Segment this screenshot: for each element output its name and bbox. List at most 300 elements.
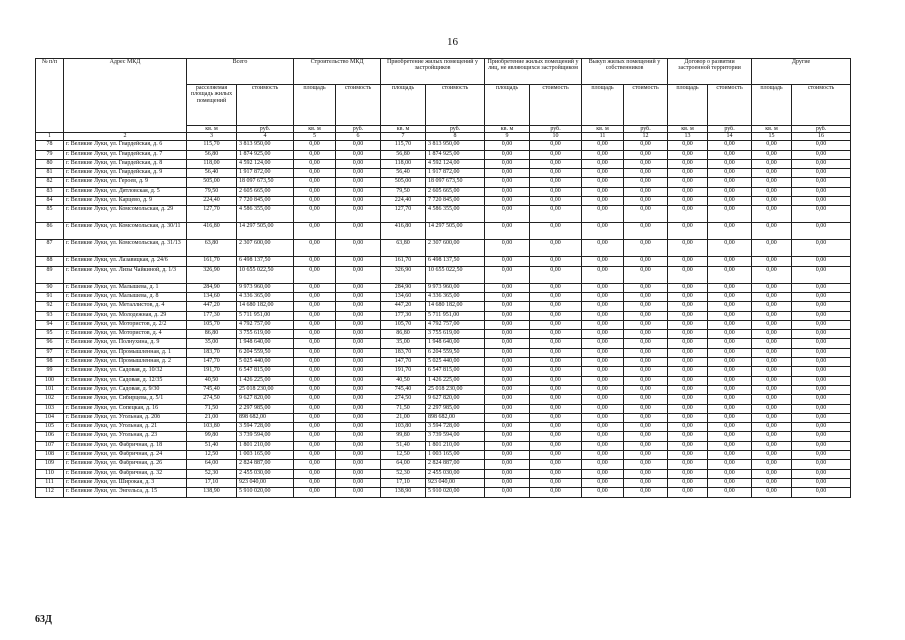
- address-cell: г. Великие Луки, ул. Малышева, д. 8: [64, 292, 187, 301]
- area-cell: 0,00: [294, 413, 336, 422]
- row-number-cell: 95: [36, 330, 64, 339]
- unit-cost: руб.: [792, 126, 851, 133]
- area-cell: 0,00: [752, 330, 792, 339]
- area-cell: 51,40: [187, 441, 237, 450]
- area-cell: 0,00: [752, 423, 792, 432]
- cost-cell: 0,00: [708, 385, 752, 394]
- cost-cell: 1 801 210,00: [237, 441, 294, 450]
- address-cell: г. Великие Луки, ул. Металлистов, д. 4: [64, 302, 187, 311]
- cost-cell: 0,00: [792, 257, 851, 266]
- cost-cell: 3 813 950,00: [426, 141, 485, 150]
- col-number: 2: [64, 133, 187, 141]
- cost-cell: 0,00: [530, 240, 582, 257]
- cost-cell: 1 003 165,00: [237, 451, 294, 460]
- area-cell: 274,50: [187, 395, 237, 404]
- address-cell: г. Великие Луки, ул. Угольная, д. 21: [64, 423, 187, 432]
- col-number: 14: [708, 133, 752, 141]
- area-cell: 0,00: [485, 320, 530, 329]
- subheader-cost: стоимость: [237, 85, 294, 126]
- area-cell: 0,00: [485, 478, 530, 487]
- area-cell: 0,00: [582, 478, 624, 487]
- area-cell: 177,30: [381, 311, 426, 320]
- area-cell: 40,50: [381, 376, 426, 385]
- cost-cell: 1 917 872,00: [237, 169, 294, 178]
- area-cell: 0,00: [668, 292, 708, 301]
- cost-cell: 0,00: [336, 302, 381, 311]
- area-cell: 0,00: [485, 141, 530, 150]
- cost-cell: 0,00: [530, 488, 582, 497]
- area-cell: 505,00: [381, 178, 426, 187]
- area-cell: 0,00: [485, 240, 530, 257]
- cost-cell: 4 592 124,00: [237, 159, 294, 168]
- area-cell: 138,90: [187, 488, 237, 497]
- cost-cell: 0,00: [708, 423, 752, 432]
- group-header-construction: Строительство МКД: [294, 59, 381, 85]
- cost-cell: 5 711 951,00: [237, 311, 294, 320]
- address-cell: г. Великие Луки, ул. Дятловская, д. 5: [64, 187, 187, 196]
- address-cell: г. Великие Луки, ул. Энгельса, д. 15: [64, 488, 187, 497]
- table-row: [36, 423, 851, 432]
- area-cell: 0,00: [752, 432, 792, 441]
- cost-cell: 0,00: [530, 206, 582, 223]
- row-number-cell: 101: [36, 385, 64, 394]
- area-cell: 0,00: [668, 169, 708, 178]
- cost-cell: 0,00: [792, 283, 851, 292]
- area-cell: 103,80: [187, 423, 237, 432]
- area-cell: 0,00: [582, 311, 624, 320]
- area-cell: 0,00: [294, 320, 336, 329]
- col-address-header: Адрес МКД: [64, 59, 187, 133]
- area-cell: 0,00: [294, 223, 336, 240]
- cost-cell: 0,00: [792, 404, 851, 413]
- cost-cell: 0,00: [530, 395, 582, 404]
- area-cell: 0,00: [582, 469, 624, 478]
- area-cell: 0,00: [752, 348, 792, 357]
- cost-cell: 0,00: [336, 257, 381, 266]
- cost-cell: 0,00: [708, 283, 752, 292]
- col-number: 12: [624, 133, 668, 141]
- cost-cell: 0,00: [708, 206, 752, 223]
- cost-cell: 0,00: [530, 169, 582, 178]
- cost-cell: 0,00: [530, 141, 582, 150]
- cost-cell: 0,00: [792, 311, 851, 320]
- cost-cell: 0,00: [336, 423, 381, 432]
- area-cell: 0,00: [668, 432, 708, 441]
- area-cell: 64,00: [187, 460, 237, 469]
- col-number: 5: [294, 133, 336, 141]
- cost-cell: 0,00: [530, 197, 582, 206]
- area-cell: 191,70: [381, 367, 426, 376]
- area-cell: 56,40: [187, 169, 237, 178]
- cost-cell: 0,00: [530, 358, 582, 367]
- area-cell: 0,00: [294, 159, 336, 168]
- cost-cell: 923 040,00: [426, 478, 485, 487]
- area-cell: 0,00: [668, 441, 708, 450]
- cost-cell: 0,00: [708, 395, 752, 404]
- area-cell: 177,30: [187, 311, 237, 320]
- cost-cell: 0,00: [624, 330, 668, 339]
- cost-cell: 0,00: [624, 404, 668, 413]
- cost-cell: 0,00: [708, 187, 752, 196]
- col-number: 1: [36, 133, 64, 141]
- address-cell: г. Великие Луки, ул. Мотористов, д. 2/2: [64, 320, 187, 329]
- area-cell: 0,00: [668, 348, 708, 357]
- cost-cell: 3 739 594,00: [426, 432, 485, 441]
- area-cell: 21,00: [187, 413, 237, 422]
- cost-cell: 0,00: [530, 330, 582, 339]
- group-header-other: Другие: [752, 59, 851, 85]
- cost-cell: 0,00: [336, 358, 381, 367]
- cost-cell: 3 739 594,00: [237, 432, 294, 441]
- cost-cell: 0,00: [530, 187, 582, 196]
- row-number-cell: 89: [36, 266, 64, 283]
- cost-cell: 0,00: [530, 451, 582, 460]
- column-number-row: [36, 133, 851, 141]
- cost-cell: 0,00: [336, 488, 381, 497]
- row-number-cell: 98: [36, 358, 64, 367]
- area-cell: 64,00: [381, 460, 426, 469]
- cost-cell: 25 018 230,00: [426, 385, 485, 394]
- cost-cell: 4 586 355,00: [237, 206, 294, 223]
- cost-cell: 14 297 505,00: [237, 223, 294, 240]
- area-cell: 52,30: [187, 469, 237, 478]
- cost-cell: 0,00: [708, 311, 752, 320]
- cost-cell: 4 792 757,00: [237, 320, 294, 329]
- cost-cell: 0,00: [708, 404, 752, 413]
- group-header-total: Всего: [187, 59, 294, 85]
- cost-cell: 3 594 728,00: [237, 423, 294, 432]
- row-number-cell: 93: [36, 311, 64, 320]
- cost-cell: 0,00: [792, 478, 851, 487]
- area-cell: 0,00: [294, 178, 336, 187]
- area-cell: 0,00: [294, 187, 336, 196]
- area-cell: 0,00: [485, 469, 530, 478]
- cost-cell: 0,00: [792, 240, 851, 257]
- cost-cell: 0,00: [708, 469, 752, 478]
- cost-cell: 3 813 950,00: [237, 141, 294, 150]
- table-row: [36, 441, 851, 450]
- cost-cell: 1 917 872,00: [426, 169, 485, 178]
- area-cell: 0,00: [668, 257, 708, 266]
- area-cell: 745,40: [381, 385, 426, 394]
- area-cell: 0,00: [485, 178, 530, 187]
- area-cell: 86,80: [187, 330, 237, 339]
- area-cell: 0,00: [752, 395, 792, 404]
- cost-cell: 0,00: [624, 223, 668, 240]
- cost-cell: 0,00: [336, 292, 381, 301]
- area-cell: 0,00: [294, 404, 336, 413]
- area-cell: 416,80: [187, 223, 237, 240]
- address-cell: г. Великие Луки, ул. Молодежная, д. 29: [64, 311, 187, 320]
- area-cell: 0,00: [752, 404, 792, 413]
- col-number: 8: [426, 133, 485, 141]
- area-cell: 0,00: [294, 240, 336, 257]
- cost-cell: 0,00: [792, 348, 851, 357]
- address-cell: г. Великие Луки, ул. Фабричная, д. 32: [64, 469, 187, 478]
- table-row: [36, 320, 851, 329]
- address-cell: г. Великие Луки, ул. Комсомольская, д. 30/11: [64, 223, 187, 240]
- area-cell: 0,00: [752, 257, 792, 266]
- table-row: [36, 257, 851, 266]
- unit-area: кв. м: [294, 126, 336, 133]
- cost-cell: 0,00: [530, 150, 582, 159]
- area-cell: 127,70: [381, 206, 426, 223]
- area-cell: 0,00: [752, 206, 792, 223]
- col-num-header: № п/п: [36, 59, 64, 133]
- area-cell: 0,00: [294, 206, 336, 223]
- area-cell: 12,50: [187, 451, 237, 460]
- table-row: [36, 451, 851, 460]
- area-cell: 161,70: [187, 257, 237, 266]
- address-cell: г. Великие Луки, ул. Сопецкая, д. 16: [64, 404, 187, 413]
- table-row: [36, 367, 851, 376]
- cost-cell: 9 627 820,00: [426, 395, 485, 404]
- cost-cell: 0,00: [792, 178, 851, 187]
- cost-cell: 0,00: [530, 223, 582, 240]
- row-number-cell: 110: [36, 469, 64, 478]
- cost-cell: 0,00: [530, 460, 582, 469]
- col-number: 7: [381, 133, 426, 141]
- cost-cell: 2 455 030,00: [426, 469, 485, 478]
- page-number: 16: [447, 36, 458, 48]
- cost-cell: 0,00: [708, 257, 752, 266]
- address-cell: г. Великие Луки, ул. Гвардейская, д. 6: [64, 141, 187, 150]
- area-cell: 0,00: [485, 302, 530, 311]
- cost-cell: 0,00: [708, 150, 752, 159]
- row-number-cell: 82: [36, 178, 64, 187]
- cost-cell: 3 755 619,00: [237, 330, 294, 339]
- area-cell: 0,00: [582, 223, 624, 240]
- table-row: [36, 311, 851, 320]
- subheader-cost: стоимость: [708, 85, 752, 126]
- area-cell: 56,40: [381, 169, 426, 178]
- cost-cell: 0,00: [624, 451, 668, 460]
- area-cell: 0,00: [485, 339, 530, 348]
- cost-cell: 0,00: [792, 395, 851, 404]
- cost-cell: 14 680 182,00: [426, 302, 485, 311]
- cost-cell: 0,00: [624, 376, 668, 385]
- table-row: [36, 187, 851, 196]
- cost-cell: 0,00: [708, 451, 752, 460]
- cost-cell: 0,00: [708, 266, 752, 283]
- cost-cell: 2 297 985,00: [237, 404, 294, 413]
- cost-cell: 0,00: [530, 266, 582, 283]
- cost-cell: 0,00: [708, 478, 752, 487]
- cost-cell: 0,00: [624, 292, 668, 301]
- table-row: [36, 223, 851, 240]
- address-cell: г. Великие Луки, ул. Сибирцева, д. 5/1: [64, 395, 187, 404]
- row-number-cell: 96: [36, 339, 64, 348]
- area-cell: 0,00: [668, 451, 708, 460]
- area-cell: 416,80: [381, 223, 426, 240]
- cost-cell: 0,00: [792, 141, 851, 150]
- cost-cell: 0,00: [624, 311, 668, 320]
- area-cell: 0,00: [485, 311, 530, 320]
- area-cell: 326,90: [381, 266, 426, 283]
- cost-cell: 0,00: [336, 187, 381, 196]
- cost-cell: 0,00: [530, 469, 582, 478]
- cost-cell: 0,00: [708, 159, 752, 168]
- address-cell: г. Великие Луки, ул. Фабричная, д. 26: [64, 460, 187, 469]
- area-cell: 0,00: [294, 367, 336, 376]
- cost-cell: 0,00: [708, 302, 752, 311]
- cost-cell: 0,00: [530, 257, 582, 266]
- cost-cell: 0,00: [336, 141, 381, 150]
- cost-cell: 4 792 757,00: [426, 320, 485, 329]
- address-cell: г. Великие Луки, ул. Гвардейская, д. 8: [64, 159, 187, 168]
- cost-cell: 0,00: [530, 302, 582, 311]
- unit-cost: руб.: [708, 126, 752, 133]
- area-cell: 0,00: [752, 159, 792, 168]
- address-cell: г. Великие Луки, ул. Фабричная, д. 24: [64, 451, 187, 460]
- cost-cell: 0,00: [792, 206, 851, 223]
- cost-cell: 0,00: [708, 320, 752, 329]
- row-number-cell: 105: [36, 423, 64, 432]
- row-number-cell: 90: [36, 283, 64, 292]
- area-cell: 0,00: [752, 488, 792, 497]
- cost-cell: 0,00: [624, 169, 668, 178]
- area-cell: 35,00: [187, 339, 237, 348]
- cost-cell: 5 910 020,00: [237, 488, 294, 497]
- cost-cell: 2 297 985,00: [426, 404, 485, 413]
- table-row: [36, 330, 851, 339]
- address-cell: г. Великие Луки, ул. Комсомольская, д. 29: [64, 206, 187, 223]
- cost-cell: 1 874 925,00: [426, 150, 485, 159]
- cost-cell: 0,00: [708, 441, 752, 450]
- area-cell: 0,00: [582, 320, 624, 329]
- cost-cell: 0,00: [624, 460, 668, 469]
- cost-cell: 0,00: [624, 283, 668, 292]
- area-cell: 0,00: [668, 330, 708, 339]
- cost-cell: 0,00: [336, 451, 381, 460]
- cost-cell: 0,00: [336, 178, 381, 187]
- area-cell: 0,00: [752, 413, 792, 422]
- col-number: 3: [187, 133, 237, 141]
- table-row: [36, 395, 851, 404]
- area-cell: 0,00: [668, 223, 708, 240]
- row-number-cell: 103: [36, 404, 64, 413]
- cost-cell: 18 097 673,50: [426, 178, 485, 187]
- area-cell: 0,00: [752, 367, 792, 376]
- cost-cell: 0,00: [624, 488, 668, 497]
- area-cell: 0,00: [582, 423, 624, 432]
- area-cell: 0,00: [582, 441, 624, 450]
- area-cell: 147,70: [187, 358, 237, 367]
- area-cell: 0,00: [485, 376, 530, 385]
- cost-cell: 2 455 030,00: [237, 469, 294, 478]
- cost-cell: 0,00: [792, 432, 851, 441]
- area-cell: 0,00: [668, 311, 708, 320]
- cost-cell: 0,00: [624, 320, 668, 329]
- cost-cell: 0,00: [336, 283, 381, 292]
- cost-cell: 0,00: [530, 367, 582, 376]
- row-number-cell: 94: [36, 320, 64, 329]
- area-cell: 0,00: [582, 187, 624, 196]
- area-cell: 0,00: [668, 206, 708, 223]
- area-cell: 63,80: [187, 240, 237, 257]
- area-cell: 0,00: [485, 197, 530, 206]
- cost-cell: 0,00: [792, 441, 851, 450]
- area-cell: 118,00: [187, 159, 237, 168]
- area-cell: 224,40: [381, 197, 426, 206]
- resettlement-table: [35, 58, 851, 498]
- table-row: [36, 197, 851, 206]
- area-cell: 0,00: [668, 376, 708, 385]
- group-header-from-non-developers: Приобретение жилых помещений у лиц, не являющихся застройщиком: [485, 59, 582, 85]
- row-number-cell: 91: [36, 292, 64, 301]
- unit-area: кв. м: [582, 126, 624, 133]
- area-cell: 105,70: [381, 320, 426, 329]
- row-number-cell: 86: [36, 223, 64, 240]
- area-cell: 0,00: [752, 283, 792, 292]
- cost-cell: 0,00: [792, 385, 851, 394]
- row-number-cell: 109: [36, 460, 64, 469]
- table-row: [36, 460, 851, 469]
- area-cell: 0,00: [485, 488, 530, 497]
- area-cell: 79,50: [381, 187, 426, 196]
- area-cell: 134,60: [381, 292, 426, 301]
- subheader-cost: стоимость: [792, 85, 851, 126]
- cost-cell: 0,00: [336, 197, 381, 206]
- area-cell: 147,70: [381, 358, 426, 367]
- area-cell: 224,40: [187, 197, 237, 206]
- cost-cell: 923 040,00: [237, 478, 294, 487]
- address-cell: г. Великие Луки, ул. Угольная, д. 23: [64, 432, 187, 441]
- area-cell: 0,00: [582, 141, 624, 150]
- row-number-cell: 80: [36, 159, 64, 168]
- cost-cell: 0,00: [336, 432, 381, 441]
- unit-cost: руб.: [426, 126, 485, 133]
- cost-cell: 0,00: [624, 150, 668, 159]
- area-cell: 127,70: [187, 206, 237, 223]
- area-cell: 17,10: [187, 478, 237, 487]
- subheader-cost: стоимость: [336, 85, 381, 126]
- cost-cell: 0,00: [792, 413, 851, 422]
- address-cell: г. Великие Луки, ул. Комсомольская, д. 31/13: [64, 240, 187, 257]
- area-cell: 191,70: [187, 367, 237, 376]
- footer-code: 63Д: [35, 614, 52, 625]
- area-cell: 447,20: [381, 302, 426, 311]
- cost-cell: 6 547 815,00: [237, 367, 294, 376]
- cost-cell: 0,00: [624, 469, 668, 478]
- col-number: 6: [336, 133, 381, 141]
- area-cell: 0,00: [582, 240, 624, 257]
- area-cell: 0,00: [485, 441, 530, 450]
- area-cell: 0,00: [294, 330, 336, 339]
- subheader-area: площадь: [381, 85, 426, 126]
- cost-cell: 4 586 355,00: [426, 206, 485, 223]
- area-cell: 0,00: [294, 395, 336, 404]
- area-cell: 99,80: [381, 432, 426, 441]
- cost-cell: 0,00: [792, 266, 851, 283]
- area-cell: 0,00: [582, 451, 624, 460]
- address-cell: г. Великие Луки, ул. Фабричная, д. 18: [64, 441, 187, 450]
- area-cell: 0,00: [668, 404, 708, 413]
- cost-cell: 0,00: [336, 376, 381, 385]
- address-cell: г. Великие Луки, ул. Лизы Чайкиной, д. 1/3: [64, 266, 187, 283]
- cost-cell: 1 801 210,00: [426, 441, 485, 450]
- unit-cost: руб.: [530, 126, 582, 133]
- cost-cell: 0,00: [624, 395, 668, 404]
- area-cell: 0,00: [582, 395, 624, 404]
- area-cell: 0,00: [485, 223, 530, 240]
- unit-area: кв. м: [752, 126, 792, 133]
- cost-cell: 0,00: [792, 292, 851, 301]
- table-row: [36, 358, 851, 367]
- cost-cell: 0,00: [336, 404, 381, 413]
- area-cell: 0,00: [752, 169, 792, 178]
- cost-cell: 0,00: [792, 159, 851, 168]
